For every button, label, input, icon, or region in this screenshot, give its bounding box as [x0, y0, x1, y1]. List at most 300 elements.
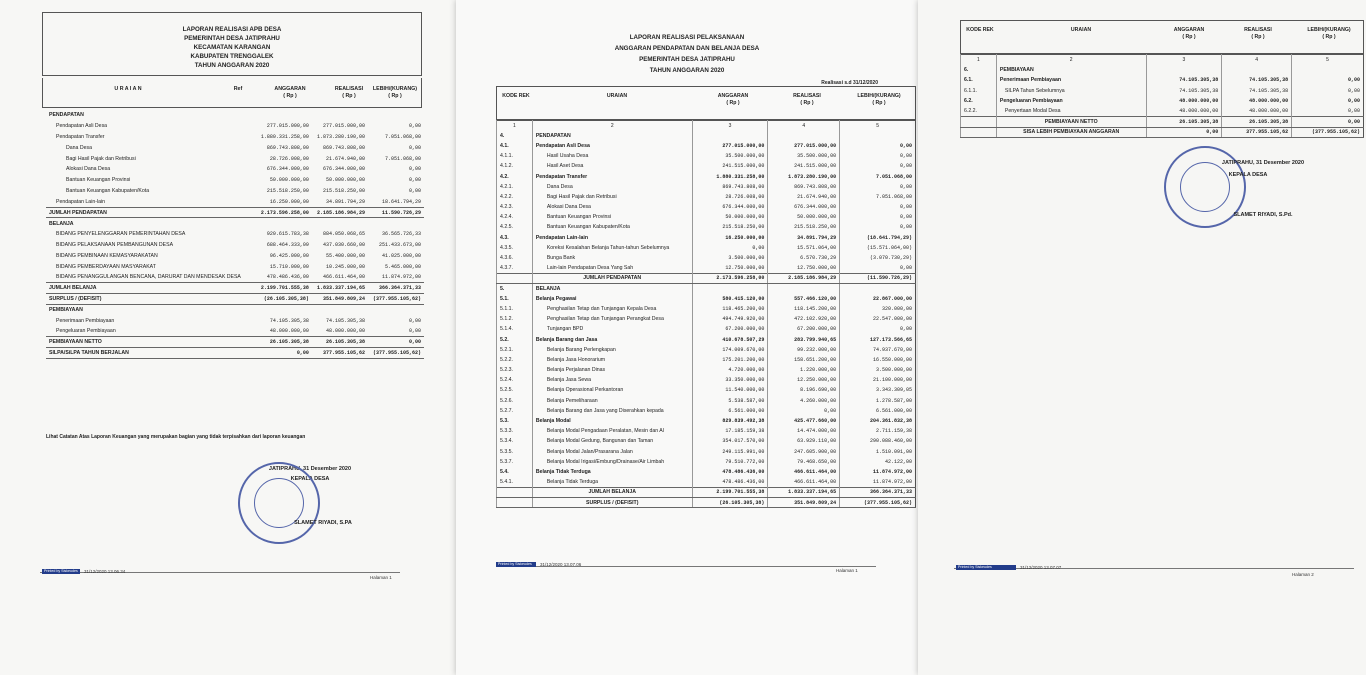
row-anggaran: 2.199.701.555,38 [692, 487, 768, 497]
table-row [497, 426, 916, 436]
row-realisasi: 63.929.110,00 [768, 436, 840, 446]
sign-place: JATIPRAHU, 31 Desember 2020 [268, 466, 352, 472]
table-row [497, 284, 916, 294]
row-ref [244, 337, 255, 348]
row-realisasi: 351.849.809,24 [312, 294, 368, 305]
row-anggaran: 17.185.159,38 [692, 426, 768, 436]
row-realisasi [312, 304, 368, 315]
row-realisasi: 15.571.064,00 [768, 243, 840, 253]
row-lebih: 22.867.000,00 [840, 294, 916, 304]
row-uraian: JUMLAH BELANJA [532, 487, 692, 497]
row-anggaran: 676.344.000,00 [692, 202, 768, 212]
row-lebih: 0,00 [840, 222, 916, 232]
table-row [46, 175, 424, 186]
row-lebih: 7.051.068,00 [840, 171, 916, 181]
title-line: TAHUN ANGGARAN 2020 [194, 62, 270, 69]
row-anggaran: 50.000.000,00 [269, 177, 309, 184]
row-kode: 5.3.7. [497, 457, 533, 467]
table-row [497, 182, 916, 192]
row-ref [244, 175, 255, 186]
table-row [497, 416, 916, 426]
row-kode: 5.2. [497, 334, 533, 344]
row-anggaran: 215.518.250,00 [692, 222, 768, 232]
row-realisasi: 10.245.000,00 [325, 263, 365, 270]
row-label: Pendapatan Asli Desa [56, 123, 108, 130]
row-realisasi: 1.220.000,00 [768, 365, 840, 375]
row-kode: 6. [961, 65, 997, 75]
column-number-row [497, 121, 916, 131]
row-uraian: PENDAPATAN [532, 131, 692, 141]
table-row [497, 243, 916, 253]
column-number: 5 [840, 121, 916, 131]
column-number: 1 [961, 55, 997, 65]
row-label: Alokasi Dana Desa [66, 166, 111, 173]
table-row [497, 273, 916, 283]
row-lebih: 74.937.670,00 [840, 345, 916, 355]
table-row [46, 348, 424, 359]
table-row [46, 272, 424, 283]
row-label: BIDANG PEMBINAAN KEMASYARAKATAN [56, 252, 158, 259]
row-realisasi: 99.232.000,00 [768, 345, 840, 355]
column-number: 3 [692, 121, 768, 131]
print-date: 31/12/2020 13.07.07 [1020, 565, 1062, 570]
title-line: PEMERINTAH DESA JATIPRAHU [639, 56, 735, 63]
row-label: Bagi Hasil Pajak dan Retribusi [66, 155, 136, 162]
row-lebih: 320.000,00 [840, 304, 916, 314]
column-number: 5 [1292, 55, 1364, 65]
row-ref [244, 196, 255, 207]
title-line: ANGGARAN PENDAPATAN DAN BELANJA DESA [614, 45, 760, 52]
row-anggaran: 0,00 [692, 243, 768, 253]
row-lebih [368, 218, 424, 229]
report-sheet-3 [918, 0, 1366, 675]
col-lebih: LEBIH/(KURANG) ( Rp ) [857, 93, 901, 106]
row-lebih: 6.561.000,00 [840, 406, 916, 416]
row-realisasi [768, 284, 840, 294]
row-kode: 4.3. [497, 233, 533, 243]
table-row [497, 324, 916, 334]
row-uraian: Belanja Tidak Terduga [532, 477, 692, 487]
row-lebih: 0,00 [408, 328, 421, 335]
row-realisasi: 21.674.940,00 [325, 155, 365, 162]
row-anggaran: 2.199.701.555,38 [255, 283, 312, 294]
table-row [46, 164, 424, 175]
row-realisasi: 884.050.068,65 [322, 231, 365, 238]
table-row [497, 355, 916, 365]
row-kode: 5.2.4. [497, 375, 533, 385]
col-realisasi: REALISASI ( Rp ) [334, 86, 364, 99]
row-lebih: (377.955.105,62) [368, 348, 424, 359]
row-uraian: Lain-lain Pendapatan Desa Yang Sah [532, 263, 692, 273]
row-ref [244, 121, 255, 132]
row-label: PENDAPATAN [49, 112, 84, 119]
col-anggaran: ANGGARAN ( Rp ) [717, 93, 749, 106]
row-label: BIDANG PENANGGULANGAN BENCANA, DARURAT DAN MENDESAK DESA [56, 274, 241, 281]
row-anggaran [692, 131, 768, 141]
row-lebih: 0,00 [840, 324, 916, 334]
row-kode: 4.2. [497, 171, 533, 181]
sign-role: KEPALA DESA [290, 476, 330, 482]
row-lebih: 0,00 [368, 337, 424, 348]
row-lebih: 5.465.000,00 [384, 263, 421, 270]
table-row [497, 253, 916, 263]
row-anggaran: 3.500.000,00 [692, 253, 768, 263]
row-label: JUMLAH BELANJA [46, 283, 244, 294]
row-realisasi: 466.611.464,00 [768, 467, 840, 477]
row-ref [244, 250, 255, 261]
report-table-1 [46, 110, 424, 359]
row-lebih: (377.955.105,62) [840, 497, 916, 507]
column-number: 2 [996, 55, 1146, 65]
table-row [497, 396, 916, 406]
row-kode: 5.2.1. [497, 345, 533, 355]
row-kode: 5.3.4. [497, 436, 533, 446]
row-lebih: 7.051.068,00 [384, 133, 421, 140]
row-lebih: 0,00 [1292, 75, 1364, 85]
realisasi-date: Realisasi s.d 31/12/2020 [821, 80, 878, 86]
row-lebih: 11.874.972,00 [840, 467, 916, 477]
table-row [46, 261, 424, 272]
row-anggaran: 920.615.783,38 [266, 231, 309, 238]
row-realisasi: 67.200.000,00 [768, 324, 840, 334]
row-lebih: 42.122,00 [840, 457, 916, 467]
row-anggaran: 50.000.000,00 [692, 212, 768, 222]
col-lebih: LEBIH/(KURANG) ( Rp ) [372, 86, 418, 99]
row-uraian: Belanja Modal Gedung, Bangunan dan Taman [532, 436, 692, 446]
row-realisasi: 74.105.305,38 [1222, 75, 1292, 85]
row-ref [244, 132, 255, 143]
table-row [46, 186, 424, 197]
table-header [496, 86, 916, 120]
row-uraian: Belanja Operasional Perkantoran [532, 385, 692, 395]
row-kode: 4.1.2. [497, 161, 533, 171]
row-lebih [1292, 65, 1364, 75]
row-uraian: Belanja Pemeliharaan [532, 396, 692, 406]
row-anggaran: 16.250.000,00 [269, 198, 309, 205]
row-realisasi: 1.873.280.190,00 [316, 133, 365, 140]
row-lebih: 0,00 [840, 202, 916, 212]
table-row [961, 117, 1364, 127]
row-ref [244, 142, 255, 153]
row-realisasi: 8.196.690,00 [768, 385, 840, 395]
row-lebih: 366.364.371,33 [368, 283, 424, 294]
col-realisasi: REALISASI ( Rp ) [793, 93, 821, 106]
table-row [497, 202, 916, 212]
col-realisasi: REALISASI ( Rp ) [1244, 27, 1272, 40]
printed-by-badge: Printed by Siskeudes [956, 565, 1016, 570]
table-header [960, 20, 1364, 54]
row-kode: 4.3.7. [497, 263, 533, 273]
table-row [497, 436, 916, 446]
report-title [456, 32, 918, 76]
row-anggaran: 869.743.808,00 [692, 182, 768, 192]
row-ref [244, 218, 255, 229]
row-anggaran: 26.105.305,38 [255, 337, 312, 348]
row-uraian: Belanja Barang dan Jasa [532, 334, 692, 344]
row-label: JUMLAH PENDAPATAN [46, 207, 244, 218]
row-ref [244, 110, 255, 121]
row-lebih: 2.711.159,38 [840, 426, 916, 436]
row-ref [244, 283, 255, 294]
row-lebih: 11.590.726,29 [368, 207, 424, 218]
row-realisasi: 277.015.000,00 [322, 123, 365, 130]
row-uraian: Pendapatan Asli Desa [532, 141, 692, 151]
table-row [497, 457, 916, 467]
row-anggaran: 79.510.772,00 [692, 457, 768, 467]
row-lebih: 11.874.972,00 [381, 274, 421, 281]
row-lebih: (377.955.105,62) [368, 294, 424, 305]
row-lebih: (15.571.064,00) [840, 243, 916, 253]
row-anggaran: 277.015.000,00 [266, 123, 309, 130]
table-row [46, 207, 424, 218]
row-anggaran: 410.678.507,29 [692, 334, 768, 344]
table-row [46, 142, 424, 153]
row-uraian: SISA LEBIH PEMBIAYAAN ANGGARAN [996, 127, 1146, 137]
row-realisasi: 676.344.000,00 [322, 166, 365, 173]
row-lebih: 0,00 [1292, 86, 1364, 96]
row-realisasi: 74.105.305,38 [1222, 86, 1292, 96]
row-realisasi [1222, 65, 1292, 75]
table-row [46, 304, 424, 315]
row-anggaran: 33.350.000,00 [692, 375, 768, 385]
col-uraian: URAIAN [606, 93, 628, 99]
row-anggaran: 48.000.000,00 [1146, 96, 1222, 106]
row-uraian: PEMBIAYAAN NETTO [996, 117, 1146, 127]
row-uraian: Penghasilan Tetap dan Tunjangan Perangkat Desa [532, 314, 692, 324]
row-lebih: (377.955.105,62) [1292, 127, 1364, 137]
row-realisasi: 26.105.305,38 [312, 337, 368, 348]
row-uraian: Dana Desa [532, 182, 692, 192]
row-kode: 5.1.1. [497, 304, 533, 314]
row-anggaran: 478.486.436,00 [266, 274, 309, 281]
row-label: BIDANG PEMBERDAYAAN MASYARAKAT [56, 263, 156, 270]
table-row [497, 141, 916, 151]
row-label: SILPA/SiLPA TAHUN BERJALAN [46, 348, 244, 359]
row-anggaran: 174.009.670,00 [692, 345, 768, 355]
row-realisasi: 377.955.105,62 [312, 348, 368, 359]
table-row [46, 121, 424, 132]
row-lebih: 0,00 [408, 123, 421, 130]
row-kode: 5.4. [497, 467, 533, 477]
row-realisasi: 50.000.000,00 [768, 212, 840, 222]
title-line: KECAMATAN KARANGAN [193, 44, 271, 51]
table-row [497, 375, 916, 385]
title-line: PEMERINTAH DESA JATIPRAHU [184, 35, 280, 42]
row-anggaran: 118.465.200,00 [692, 304, 768, 314]
table-row [46, 218, 424, 229]
row-kode: 5.1.2. [497, 314, 533, 324]
table-row [46, 229, 424, 240]
row-uraian: SILPA Tahun Sebelumnya [996, 86, 1146, 96]
row-lebih: 1.278.587,00 [840, 396, 916, 406]
sign-role: KEPALA DESA [1228, 172, 1268, 178]
table-row [497, 345, 916, 355]
row-anggaran: 5.538.587,00 [692, 396, 768, 406]
row-kode: 6.2. [961, 96, 997, 106]
row-realisasi: 2.185.186.984,29 [768, 273, 840, 283]
table-row [497, 314, 916, 324]
row-realisasi: 6.570.730,29 [768, 253, 840, 263]
row-realisasi: 35.500.000,00 [768, 151, 840, 161]
row-realisasi: 48.000.000,00 [325, 328, 365, 335]
row-realisasi: 277.015.000,00 [768, 141, 840, 151]
title-line: LAPORAN REALISASI APB DESA [182, 26, 282, 33]
column-number: 3 [1146, 55, 1222, 65]
row-kode: 5.3.3. [497, 426, 533, 436]
row-anggaran: 48.000.000,00 [1146, 106, 1222, 116]
row-lebih: 127.173.566,65 [840, 334, 916, 344]
row-lebih: 16.550.000,00 [840, 355, 916, 365]
table-row [497, 334, 916, 344]
row-ref [244, 207, 255, 218]
row-ref [244, 164, 255, 175]
col-ref: Ref [233, 86, 243, 92]
table-row [961, 127, 1364, 137]
printed-by-badge: Printed by Siskeudes [496, 562, 536, 567]
row-ref [244, 315, 255, 326]
row-realisasi [312, 218, 368, 229]
table-row [497, 131, 916, 141]
row-realisasi: 48.000.000,00 [1222, 96, 1292, 106]
row-realisasi: 241.515.000,00 [768, 161, 840, 171]
row-anggaran [255, 304, 312, 315]
row-uraian: Bunga Bank [532, 253, 692, 263]
row-lebih: 11.874.972,00 [840, 477, 916, 487]
sign-place: JATIPRAHU, 31 Desember 2020 [1221, 160, 1305, 166]
row-lebih: 0,00 [408, 144, 421, 151]
row-realisasi: 869.743.808,00 [768, 182, 840, 192]
col-anggaran: ANGGARAN ( Rp ) [1173, 27, 1205, 40]
row-kode: 4.1.1. [497, 151, 533, 161]
page-number: Halaman 2 [1292, 572, 1314, 577]
row-label: BIDANG PELAKSANAAN PEMBANGUNAN DESA [56, 241, 174, 248]
row-uraian: Bantuan Keuangan Provinsi [532, 212, 692, 222]
row-anggaran: 688.464.333,09 [266, 241, 309, 248]
title-line: KABUPATEN TRENGGALEK [190, 53, 274, 60]
print-date: 31/12/2020 13.06.34 [84, 569, 126, 574]
row-kode: 5.2.2. [497, 355, 533, 365]
row-uraian: Belanja Pegawai [532, 294, 692, 304]
row-anggaran: 580.415.120,00 [692, 294, 768, 304]
table-row [497, 151, 916, 161]
table-row [46, 337, 424, 348]
column-number: 4 [1222, 55, 1292, 65]
row-realisasi: 1.833.337.194,65 [312, 283, 368, 294]
row-ref [244, 240, 255, 251]
row-anggaran: 28.726.008,00 [269, 155, 309, 162]
row-realisasi: 215.518.250,00 [322, 187, 365, 194]
row-uraian: Belanja Jasa Honorarium [532, 355, 692, 365]
row-realisasi: 437.030.660,00 [322, 241, 365, 248]
row-kode: 5.1.4. [497, 324, 533, 334]
row-kode [497, 487, 533, 497]
page-number: Halaman 1 [370, 575, 392, 580]
row-uraian: Alokasi Dana Desa [532, 202, 692, 212]
row-lebih [840, 131, 916, 141]
table-row [46, 326, 424, 337]
table-row [46, 315, 424, 326]
report-sheet-2 [456, 0, 918, 675]
row-label: BIDANG PENYELENGGARAN PEMERINTAHAN DESA [56, 231, 186, 238]
row-realisasi: 215.518.250,00 [768, 222, 840, 232]
row-realisasi: 466.611.464,00 [322, 274, 365, 281]
row-realisasi: 466.611.464,00 [768, 477, 840, 487]
row-anggaran: 0,00 [1146, 127, 1222, 137]
row-realisasi: 34.891.794,29 [768, 233, 840, 243]
table-row [497, 385, 916, 395]
table-row [46, 196, 424, 207]
table-row [46, 153, 424, 164]
row-realisasi: 158.651.200,00 [768, 355, 840, 365]
row-uraian: Penerimaan Pembiayaan [996, 75, 1146, 85]
table-row [961, 65, 1364, 75]
row-kode: 4.3.5. [497, 243, 533, 253]
row-uraian: Tunjangan BPD [532, 324, 692, 334]
row-ref [244, 272, 255, 283]
row-kode: 5.2.5. [497, 385, 533, 395]
row-uraian: Belanja Modal Pengadaan Peralatan, Mesin dan Al [532, 426, 692, 436]
column-number: 2 [532, 121, 692, 131]
row-uraian: Bantuan Keuangan Kabupaten/Kota [532, 222, 692, 232]
row-realisasi: 425.477.660,00 [768, 416, 840, 426]
table-row [497, 212, 916, 222]
report-table-2 [496, 120, 916, 508]
row-anggaran: 16.250.000,00 [692, 233, 768, 243]
row-anggaran: (26.105.305,38) [255, 294, 312, 305]
row-lebih: 366.364.371,33 [840, 487, 916, 497]
table-row [497, 447, 916, 457]
row-kode [497, 497, 533, 507]
row-kode: 4.2.2. [497, 192, 533, 202]
column-number: 1 [497, 121, 533, 131]
row-kode: 4.1. [497, 141, 533, 151]
table-row [961, 75, 1364, 85]
col-kode: KODE REK [966, 27, 994, 33]
row-lebih: 41.025.000,00 [381, 252, 421, 259]
row-anggaran: 277.015.000,00 [692, 141, 768, 151]
row-ref [244, 326, 255, 337]
row-lebih: 3.500.000,00 [840, 365, 916, 375]
table-row [46, 250, 424, 261]
row-anggaran: 2.173.596.258,00 [692, 273, 768, 283]
row-uraian: PEMBIAYAAN [996, 65, 1146, 75]
row-lebih: 22.547.000,00 [840, 314, 916, 324]
table-row [497, 497, 916, 507]
row-realisasi: 557.466.120,00 [768, 294, 840, 304]
row-kode: 5.4.1. [497, 477, 533, 487]
col-kode: KODE REK [502, 93, 530, 99]
row-kode: 5.3.5. [497, 447, 533, 457]
row-uraian: Belanja Modal Jalan/Prasarana Jalan [532, 447, 692, 457]
row-uraian: BELANJA [532, 284, 692, 294]
row-realisasi: 50.000.000,00 [325, 177, 365, 184]
row-uraian: Penyertaan Modal Desa [996, 106, 1146, 116]
row-anggaran: 0,00 [255, 348, 312, 359]
row-realisasi: 74.105.305,38 [325, 317, 365, 324]
table-row [46, 240, 424, 251]
row-lebih: 0,00 [840, 263, 916, 273]
row-anggaran: 12.750.000,00 [692, 263, 768, 273]
row-realisasi: 283.799.940,65 [768, 334, 840, 344]
row-realisasi: 247.605.900,00 [768, 447, 840, 457]
row-label: Pengeluaran Pembiayaan [56, 328, 116, 335]
row-kode [497, 273, 533, 283]
row-anggaran: 26.105.305,38 [1146, 117, 1222, 127]
row-kode: 4.3.6. [497, 253, 533, 263]
row-kode: 5.2.3. [497, 365, 533, 375]
row-lebih: 0,00 [840, 141, 916, 151]
note-text: Lihat Catatan Atas Laporan Keuangan yang merupakan bagian yang tidak terpisahkan dari laporan keuangan [46, 434, 306, 440]
